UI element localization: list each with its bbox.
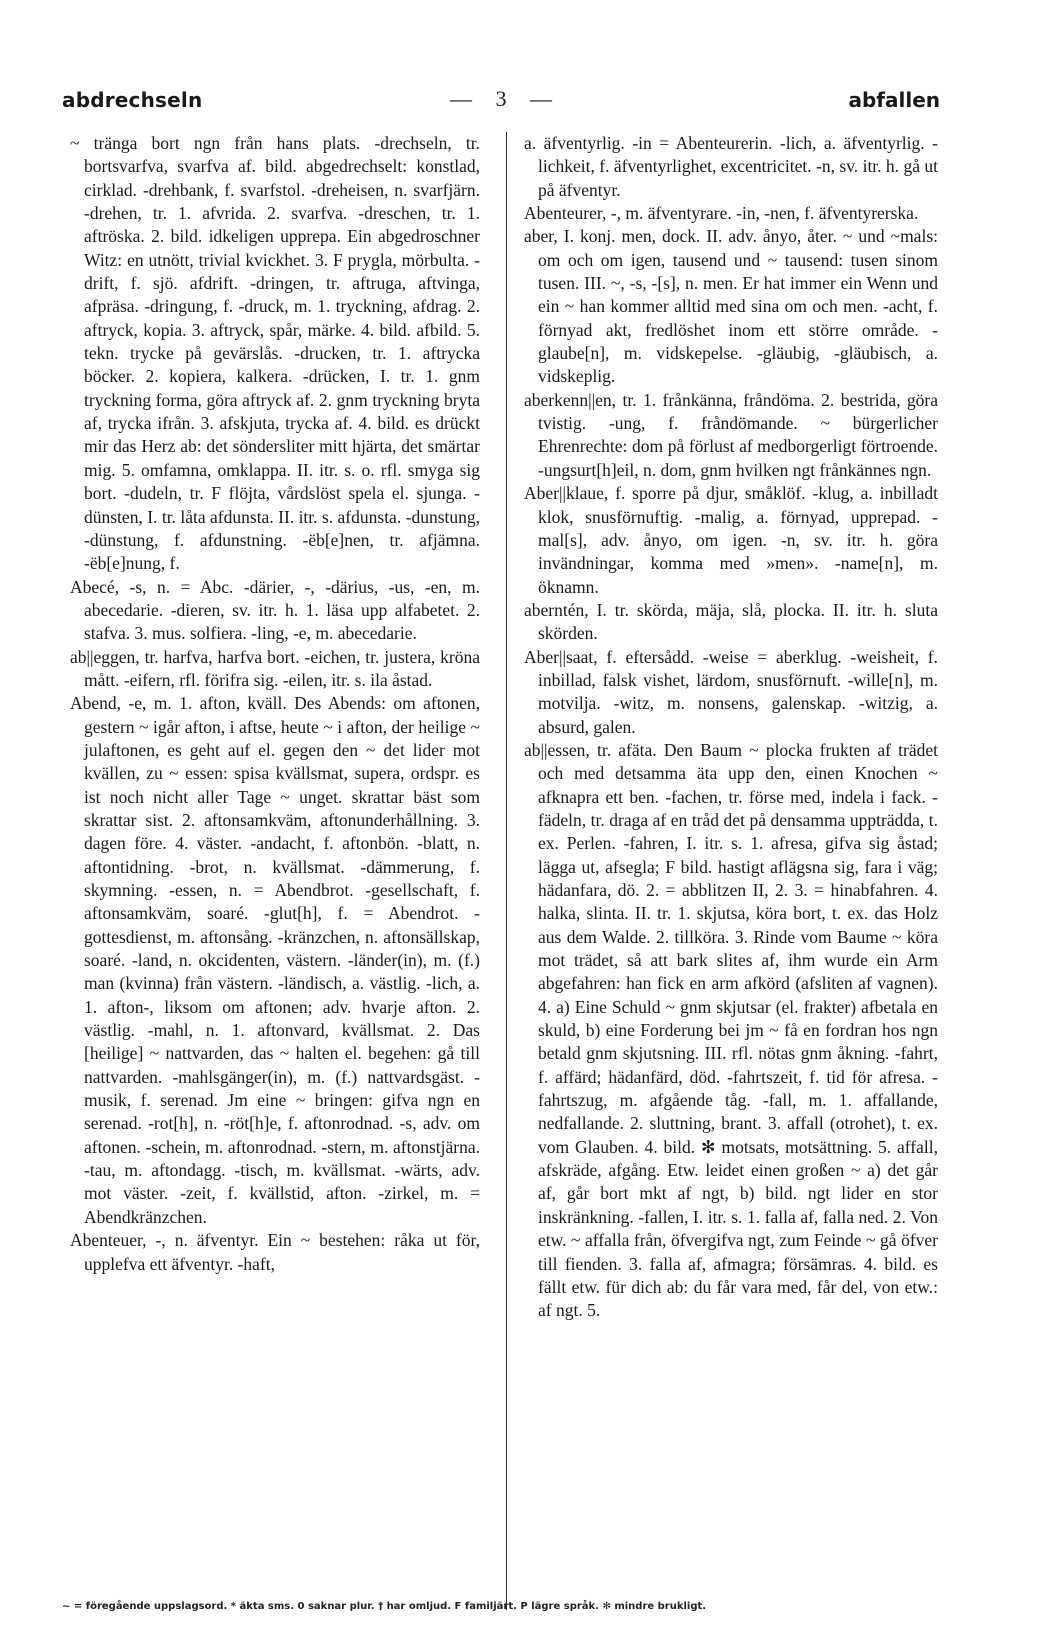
- column-divider: [506, 132, 507, 1610]
- header-dash-right: —: [530, 86, 552, 111]
- dictionary-entry: ab||eggen, tr. harfva, harfva bort. -eichen, tr. justera, kröna mått. -eifern, rfl. förifra sig. -eilen, itr. s. ila åstad.: [70, 646, 480, 690]
- header-last-headword: abfallen: [848, 88, 940, 112]
- dictionary-entry: aberkenn||en, tr. 1. frånkänna, fråndöma. 2. bestrida, göra tvistig. -ung, f. fråndömande. ~ bürgerlicher Ehrenrechte: dom på förlust af medborgerligt förtroende. -ungsurt[h]eil, n. dom, gnm hvilken ngt frånkännes ngn.: [524, 389, 938, 480]
- right-column: [524, 132, 938, 1592]
- dictionary-entry: ~ tränga bort ngn från hans plats. -drechseln, tr. bortsvarfva, svarfva af. bild. abgedrechselt: konstlad, cirklad. -drehbank, f. svarfstol. -dreheisen, n. svarfjärn. -drehen, tr. 1. afvrida. 2. svarfva. -dreschen, tr. 1. aftröska. 2. bild. idkeligen upprepa. Ein abgedroschner Witz: en utnött, trivial kvickhet. 3. F prygla, mörbulta. -drift, f. sjö. afdrift. -dringen, tr. aftruga, aftvinga, afpräsa. -dringung, f. -druck, m. 1. tryckning, afdrag. 2. aftryck, kopia. 3. aftryck, spår, märke. 4. bild. afbild. 5. tekn. trycke på gevärslås. -drucken, tr. 1. aftrycka böcker. 2. kopiera, kalkera. -drücken, I. tr. 1. gnm tryckning forma, göra aftryck af. 2. gnm tryckning bryta af, trycka ifrån. 3. afskjuta, trycka af. 4. bild. es drückt mir das Herz ab: det söndersliter mitt hjärta, det smärtar mig. 5. omfamna, omklappa. II. itr. s. o. rfl. smyga sig bort. -dudeln, tr. F flöjta, vårdslöst spela el. sjunga. -dünsten, I. tr. låta afdunsta. II. itr. s. afdunsta. -dunstung, -dünstung, f. afdunstning. -ëb[e]nen, tr. afjämna. -ëb[e]nung, f.: [70, 133, 480, 574]
- page-number-line: [62, 86, 940, 112]
- header-first-headword: abdrechseln: [62, 88, 203, 112]
- left-column: [70, 132, 480, 1592]
- dictionary-entry: Abenteurer, -, m. äfventyrare. -in, -nen, f. äfventyrerska.: [524, 203, 919, 224]
- dictionary-entry: Aber||klaue, f. sporre på djur, småklöf. -klug, a. inbilladt klok, snusförnuftig. -malig, a. förnyad, upprepad. -mal[s], adv. ånyo, om igen. -n, sv. itr. h. göra invändningar, komma med »men». -name[n], m. öknamn.: [524, 483, 938, 597]
- dictionary-entry: aber, I. konj. men, dock. II. adv. ånyo, åter. ~ und ~mals: om och om igen, tausend und ~ tausend: tusen sinom tusen. III. ~, -s, -[s], n. men. Er hat immer ein Wenn und ein ~ han kommer alltid med sina om och men. -acht, f. förnyad akt, fredlöshet inom ett större område. -glaube[n], m. vidskepelse. -gläubig, -gläubisch, a. vidskeplig.: [524, 226, 938, 387]
- dictionary-entry: ab||essen, tr. afäta. Den Baum ~ plocka frukten af trädet och med detsamma äta upp den, einen Knochen ~ afknapra ett ben. -fachen, tr. förse med, indela i fack. -fädeln, tr. draga af en tråd det på densamma uppträdda, t. ex. Perlen. -fahren, I. itr. s. 1. afresa, gifva sig åstad; lägga ut, afsegla; F bild. hastigt aflägsna sig, fara i väg; hädanfara, dö. 2. = abblitzen II, 2. 3. = hinabfahren. 4. halka, slinta. II. tr. 1. skjutsa, köra bort, t. ex. das Holz aus dem Walde. 2. tillköra. 3. Rinde vom Baume ~ köra mot trädet, så att bark slites af, ihm wurde ein Arm abgefahren: han fick en arm afkörd (afsliten af vagnen). 4. a) Eine Schuld ~ gnm skjutsar (el. frakter) afbetala en skuld, b) eine Forderung bei jm ~ få en fordran hos ngn betald gnm skjutsning. III. rfl. nötas gnm åkning. -fahrt, f. affärd; hädanfärd, död. -fahrtszeit, f. tid för afresa. -fahrtszug, m. afgående tåg. -fall, m. 1. affallande, nedfallande. 2. sluttning, brant. 3. affall (otrohet), t. ex. vom Glauben. 4. bild. ✻ motsats, motsättning. 5. affall, afskräde, afgång. Etw. leidet einen großen ~ a) det går af, går bort mkt af ngt, b) bild. ngt lider en stor inskränkning. -fallen, I. itr. s. 1. falla af, falla ned. 2. Von etw. ~ affalla från, öfvergifva ngt, zum Feinde ~ gå öfver till fienden. 3. falla af, afmagra; försämras. 4. bild. es fällt etw. für dich ab: du får vara med, får del, von etw.: af ngt. 5.: [524, 739, 938, 1321]
- header-dash-left: —: [450, 86, 472, 111]
- dictionary-entry: Abecé, -s, n. = Abc. -därier, -, -därius, -us, -en, m. abecedarie. -dieren, sv. itr. h. 1. läsa upp alfabetet. 2. stafva. 3. mus. solfiera. -ling, -e, m. abecedarie.: [70, 576, 480, 644]
- dictionary-entry: Abenteuer, -, n. äfventyr. Ein ~ bestehen: råka ut för, upplefva ett äfventyr. -haft,: [70, 1230, 480, 1274]
- page-number: 3: [495, 86, 507, 111]
- dictionary-entry: aberntén, I. tr. skörda, mäja, slå, plocka. II. itr. h. sluta skörden.: [524, 599, 938, 644]
- page-header: [62, 80, 940, 120]
- dictionary-entry: Abend, -e, m. 1. afton, kväll. Des Abends: om aftonen, gestern ~ igår afton, i aftse, heute ~ i afton, der heilige ~ julaftonen, es geht auf el. gegen den ~ det lider mot kvällen, zu ~ essen: spisa kvällsmat, supera, ordspr. es ist noch nicht aller Tage ~ unget. skrattar bäst som skrattar sist. 2. aftonsamkväm, aftonunderhållning. 3. dagen före. 4. väster. -andacht, f. aftonbön. -blatt, n. aftontidning. -brot, n. kvällsmat. -dämmerung, f. skymning. -essen, n. = Abendbrot. -gesellschaft, f. aftonsamkväm, soaré. -glut[h], f. = Abendrot. -gottesdienst, m. aftonsång. -kränzchen, n. aftonsällskap, soaré. -land, n. okcidenten, västern. -länder(in), m. (f.) man (kvinna) från västern. -ländisch, a. västlig. -lich, a. 1. afton-, liksom om aftonen; adv. hvarje afton. 2. västlig. -mahl, n. 1. aftonvard, kvällsmat. 2. Das [heilige] ~ nattvarden, das ~ halten el. begehen: gå till nattvarden. -mahlsgänger(in), m. (f.) nattvardsgäst. -musik, f. serenad. Jm eine ~ bringen: gifva ngn en serenad. -rot[h], n. -röt[h]e, f. aftonrodnad. -s, adv. om aftonen. -schein, m. aftonrodnad. -stern, m. aftonstjärna. -tau, m. aftondagg. -tisch, m. kvällsmat. -wärts, adv. mot väster. -zeit, f. kvällstid, afton. -zirkel, m. = Abendkränzchen.: [70, 693, 480, 1227]
- dictionary-entry: a. äfventyrlig. -in = Abenteurerin. -lich, a. äfventyrlig. -lichkeit, f. äfventyrlighet, excentricitet. -n, sv. itr. h. gå ut på äfventyr.: [524, 133, 938, 200]
- dictionary-entry: Aber||saat, f. eftersådd. -weise = aberklug. -weisheit, f. inbillad, falsk vishet, lärdom, snusförnuft. -wille[n], m. motvilja. -witz, m. nonsens, galenskap. -witzig, a. absurd, galen.: [524, 646, 938, 737]
- abbreviation-legend: ~ = föregående uppslagsord. * äkta sms. 0 saknar plur. † har omljud. F familjärt. P lägre språk. ✻ mindre brukligt.: [62, 1601, 707, 1612]
